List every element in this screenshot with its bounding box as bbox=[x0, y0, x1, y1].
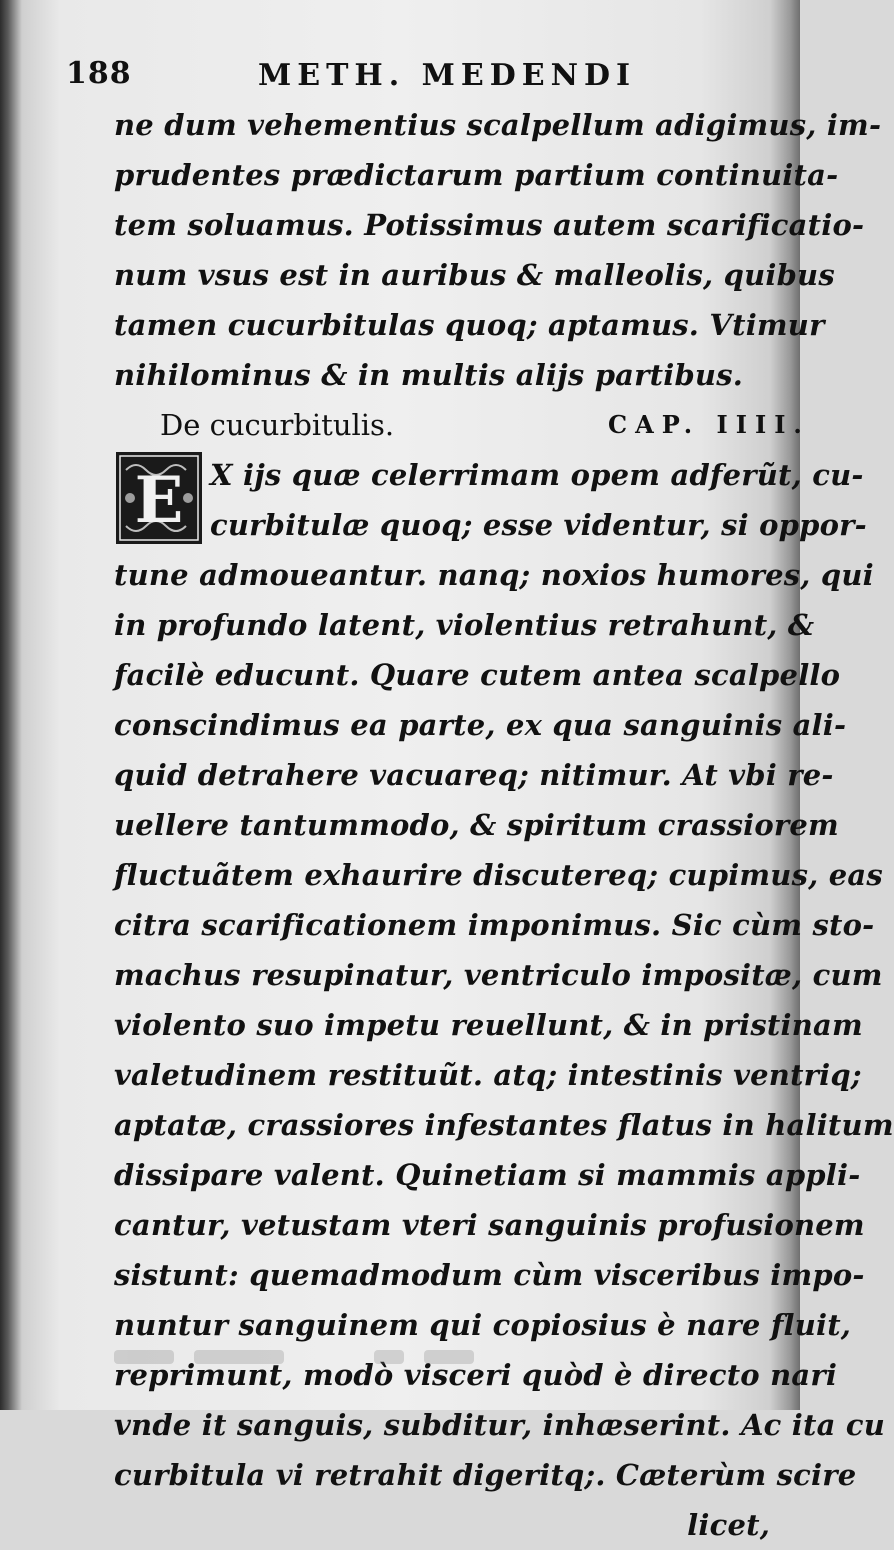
text-line: uellere tantummodo, & spiritum crassiorem bbox=[114, 808, 839, 842]
text-line: machus resupinatur, ventriculo impositæ, cum bbox=[114, 958, 883, 992]
chapter-heading bbox=[114, 400, 814, 450]
text-line: reprimunt, modò visceri quòd è directo nari bbox=[114, 1358, 838, 1392]
text-line: quid detrahere vacuareq; nitimur. At vbi re- bbox=[114, 758, 834, 792]
text-line: cantur, vetustam vteri sanguinis profusionem bbox=[114, 1208, 865, 1242]
decorated-initial-e-icon bbox=[114, 450, 204, 546]
running-title: METH. MEDENDI bbox=[258, 58, 637, 93]
text-line: citra scarificationem imponimus. Sic cùm sto- bbox=[114, 908, 875, 942]
text-line: violento suo impetu reuellunt, & in pristinam bbox=[114, 1008, 863, 1042]
chapter-title: De cucurbitulis. bbox=[160, 408, 395, 442]
initial-letter: E bbox=[134, 463, 184, 538]
chapter-body bbox=[114, 550, 894, 1550]
text-line: aptatæ, crassiores infestantes flatus in halitum bbox=[114, 1108, 894, 1142]
text-line: vnde it sanguis, subditur, inhæserint. Ac ita cu bbox=[114, 1408, 886, 1442]
text-line: num vsus est in auribus & malleolis, quibus bbox=[114, 258, 835, 292]
text-line: fluctuãtem exhaurire discutereq; cupimus, eas bbox=[114, 858, 883, 892]
text-line: conscindimus ea parte, ex qua sanguinis ali- bbox=[114, 708, 847, 742]
text-line: valetudinem restituũt. atq; intestinis ventriq; bbox=[114, 1058, 862, 1092]
text-line: dissipare valent. Quinetiam si mammis appli- bbox=[114, 1158, 861, 1192]
page-number: 188 bbox=[66, 56, 132, 91]
catchword: licet, bbox=[687, 1508, 770, 1542]
text-line: X ijs quæ celerrimam opem adferũt, cu- bbox=[210, 458, 864, 492]
text-line: sistunt: quemadmodum cùm visceribus impo- bbox=[114, 1258, 865, 1292]
chapter-opening bbox=[114, 450, 867, 550]
text-line: tamen cucurbitulas quoq; aptamus. Vtimur bbox=[114, 308, 825, 342]
paragraph-continued bbox=[114, 100, 882, 400]
text-line: tune admoueantur. nanq; noxios humores, qui bbox=[114, 558, 874, 592]
text-line: in profundo latent, violentius retrahunt, & bbox=[114, 608, 815, 642]
text-line: nuntur sanguinem qui copiosius è nare fluit, bbox=[114, 1308, 852, 1342]
text-line: ne dum vehementius scalpellum adigimus, im- bbox=[114, 108, 882, 142]
text-line: curbitula vi retrahit digeritq;. Cæterùm scire bbox=[114, 1458, 857, 1492]
chapter-number: CAP. IIII. bbox=[608, 410, 810, 439]
text-line: prudentes prædictarum partium continuita- bbox=[114, 158, 839, 192]
text-line: facilè educunt. Quare cutem antea scalpello bbox=[114, 658, 841, 692]
text-line: nihilominus & in multis alijs partibus. bbox=[114, 358, 744, 392]
show-through-text bbox=[114, 1340, 754, 1380]
running-head bbox=[62, 48, 762, 98]
main-text bbox=[114, 100, 894, 1550]
book-page bbox=[62, 40, 894, 1542]
text-line: tem soluamus. Potissimus autem scarificatio- bbox=[114, 208, 865, 242]
text-line: curbitulæ quoq; esse videntur, si oppor- bbox=[210, 508, 867, 542]
